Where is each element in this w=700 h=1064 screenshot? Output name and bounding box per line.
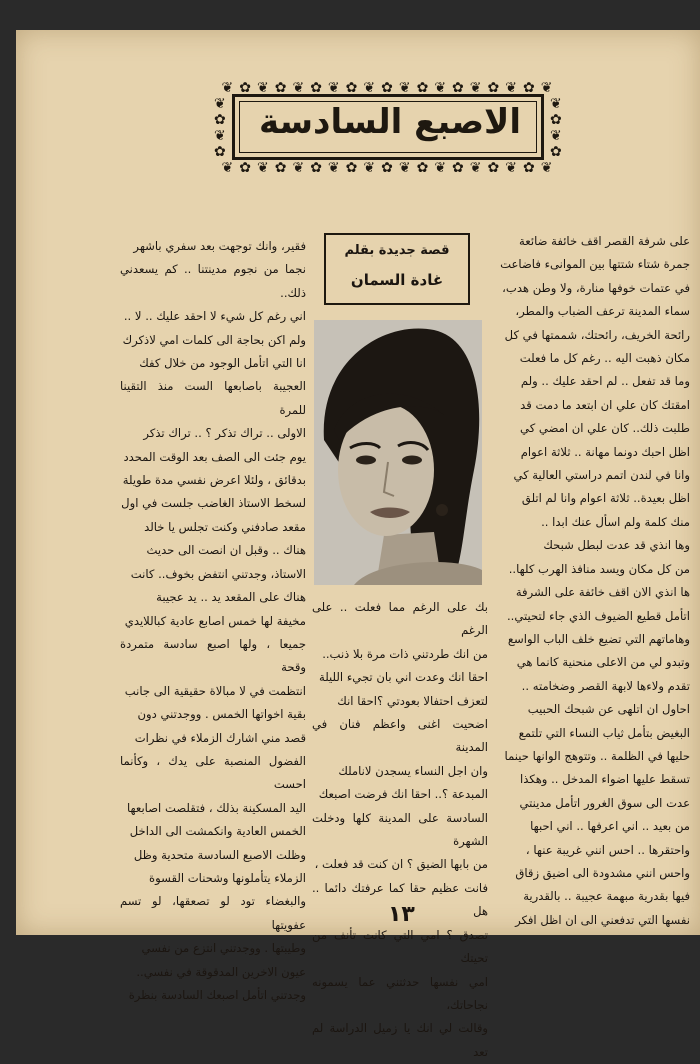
vine-ornament-right: ❦ ✿ ❦ ✿ [550, 96, 562, 160]
vine-ornament-bottom: ❦✿❦✿❦✿❦✿❦✿❦✿❦✿❦✿❦✿❦ [221, 160, 559, 176]
magazine-page [16, 30, 700, 1059]
vine-ornament-top: ❦✿❦✿❦✿❦✿❦✿❦✿❦✿❦✿❦✿❦ [221, 80, 559, 96]
text-line: منك كلمة ولم اسأل عنك ابدا .. [541, 514, 690, 529]
text-line: على شرفة القصر اقف خائفة ضائعة [519, 234, 690, 248]
text-line: فانت عظيم حقا كما عرفتك دائما .. هل [312, 880, 488, 919]
text-line: هناك على المقعد يد .. يد عجيبة [156, 590, 306, 605]
author-name: غادة السمان [350, 271, 444, 289]
text-line: ها انذي الان اقف خائفة على الشرفة [515, 585, 690, 600]
text-line: الخمس العادية وانكمشت الى الداخل [129, 824, 306, 839]
text-line: الاولى .. تراك تذكر ؟ .. تراك تذكر [143, 426, 306, 441]
text-line: سماء المدينة ترعف الضباب والمطر، [515, 304, 690, 319]
text-line: لتعزف احتفالا بعودتي ؟احقا انك [337, 693, 488, 708]
text-column-middle [312, 596, 488, 1064]
text-line: من كل مكان ويسد منافذ الهرب كلها.. [508, 561, 690, 576]
text-line: وما قد تفعل .. لم احقد عليك .. ولم [520, 374, 690, 389]
story-title: الاصبع السادسة [258, 102, 522, 142]
text-line: تصدق ؟ امي التي كانت تأنف من تحيتك [312, 927, 488, 966]
text-line: نجما من نجوم مدينتنا .. كم يسعدني ذلك.. [120, 262, 306, 300]
text-line: رائحة الخريف، رائحتك، شممتها في كل [504, 327, 690, 342]
text-line: وطيبتها . ووجدتني انتزع من نفسي [141, 941, 306, 956]
text-column-right [500, 230, 690, 932]
text-line: وظلت الاصبع السادسة متحدية وظل [133, 847, 306, 862]
byline-box [324, 233, 470, 305]
text-line: وقالت لي انك يا زميل الدراسة لم تعد [312, 1021, 488, 1059]
text-line: امي نفسها حدثتني عما يسمونه نجاحاتك، [312, 974, 488, 1012]
text-line: جمرة شتاء شتتها بين الموانىء فاضاعت [500, 257, 690, 272]
page-number: ١٣ [388, 902, 415, 927]
text-line: اليد المسكينة بذلك ، فتقلصت اصابعها [126, 800, 306, 815]
text-line: بقية اخواتها الخمس . ووجدتني دون [137, 707, 306, 722]
text-line: بك على الرغم مما فعلت .. على الرغم [312, 600, 488, 638]
text-line: احقا انك وعدت اني بان تجيء الليلة [319, 670, 488, 685]
text-line: مكان ذهبت اليه .. رغم كل ما فعلت [519, 351, 690, 366]
text-line: واحتقرها .. احس انني غريبة عنها ، [525, 842, 690, 857]
text-line: يوم جئت الى الصف بعد الوقت المحدد [123, 449, 306, 464]
text-line: هناك .. وقبل ان انصت الى حديث [146, 543, 306, 558]
vine-ornament-left: ❦ ✿ ❦ ✿ [214, 96, 226, 160]
text-line: وها انذي قد عدت لبطل شبحك [543, 538, 690, 553]
text-line: طلبت ذلك.. كان علي ان امضي كي [520, 421, 690, 436]
text-line: عدت الى سوق الغرور اتأمل مدينتي [519, 795, 690, 810]
text-line: والبغضاء تود لو تصعقها، لو تسم عفويتها [120, 894, 306, 932]
text-line: حليها في الظلمة .. وتتوهج الوانها حينما [504, 748, 690, 763]
title-ornament-frame [212, 80, 568, 176]
text-line: في عتمات خوفها منارة، ولا وطن هدب، [502, 280, 690, 295]
text-line: السادسة على المدينة كلها ودخلت الشهرة [312, 810, 488, 849]
text-line: فيها بقدرية مبهمة عجيبة .. بالقدرية [523, 889, 690, 904]
text-line: مقعد صادفني وكنت تجلس يا خالد [144, 519, 306, 534]
text-line: العجيبة باصابعها الست منذ التقينا للمرة [120, 379, 306, 417]
text-line: فقير، وانك توجهت بعد سفري باشهر [133, 239, 306, 253]
text-line: مخيفة لها خمس اصابع عادية كباللايدي [124, 613, 306, 628]
text-line: اتأمل قطيع الضيوف الذي جاء لتحيتي.. [506, 608, 690, 623]
text-line: احاول ان اتلهى عن شبحك الحبيب [527, 702, 690, 717]
text-line: وجدتني اتأمل اصبعك السادسة بنظرة [128, 988, 306, 1002]
text-line: وان اجل النساء يسجدن لاناملك [338, 763, 488, 778]
text-line: الفضول المنصبة على يدك ، وكأنما احست [120, 753, 306, 792]
text-line: تسقط عليها اضواء المدخل .. وهكذا [519, 772, 690, 787]
portrait-illustration [314, 320, 482, 585]
text-line: المبدعة ؟.. احقا انك فرضت اصبعك [318, 787, 488, 802]
text-line: وانا في لندن اتمم دراستي العالية كي [513, 468, 690, 483]
text-line: الاستاذ، وجدتني انتفض بخوف.. كانت [130, 566, 306, 581]
text-line: اضحيت اغنى واعظم فنان في المدينة [312, 717, 488, 755]
text-line: عيون الاخرين المدقوقة في نفسي.. [136, 964, 306, 979]
text-line: من بعيد .. اني اعرفها .. اني احبها [530, 819, 690, 834]
text-line: واحس انني مشدودة الى اضيق زقاق [515, 865, 690, 880]
text-line: لسخط الاستاذ الغاضب جلست في اول [121, 496, 306, 511]
text-line: امقتك كان علي ان ابتعد ما دمت قد [520, 397, 690, 412]
text-line: من انك طردتني ذات مرة بلا ذنب.. [322, 646, 488, 661]
text-line: البغيض بتأمل ثياب النساء التي تلتمع [518, 725, 690, 740]
text-line: الزملاء يتأملونها وشحنات القسوة [149, 870, 306, 885]
author-photo [314, 320, 482, 585]
text-line: اظل بعيدة.. ثلاثة اعوام وانا لم اتلق [521, 491, 690, 506]
text-line: من بابها الضيق ؟ ان كنت قد فعلت ، [314, 857, 488, 872]
text-line: اني رغم كل شيء لا احقد عليك .. لا .. [123, 309, 306, 324]
text-line: انتظمت في لا مبالاة حقيقية الى جانب [124, 683, 306, 698]
text-line: اظل احبك دونما مهانة .. ثلاثة اعوام [520, 444, 690, 459]
text-line: قصد مني اشارك الزملاء في نظرات [134, 730, 306, 745]
text-line: بدقائق ، ولئلا اعرض نفسي مدة طويلة [122, 473, 306, 488]
text-line: وتبدو لي من الاعلى منحنية كانما هي [516, 655, 690, 670]
text-line: وهاماتهم التي تضيع خلف الباب الواسع [507, 631, 690, 646]
byline-intro: قصة جديدة بقلم [344, 243, 450, 258]
text-line: نفسها التي تدفعني الى ان اظل افكر [515, 912, 690, 927]
text-line: جميعا ، ولها اصبع سادسة متمردة وقحة [120, 636, 306, 675]
text-line: تقدم ولاءها لابهة القصر وضخامته .. [521, 678, 690, 693]
text-column-left [120, 235, 306, 1007]
text-line: ولم اكن بحاجة الى كلمات امي لاذكرك [122, 332, 306, 347]
text-line: انا التي اتأمل الوجود من خلال كفك [139, 356, 306, 371]
